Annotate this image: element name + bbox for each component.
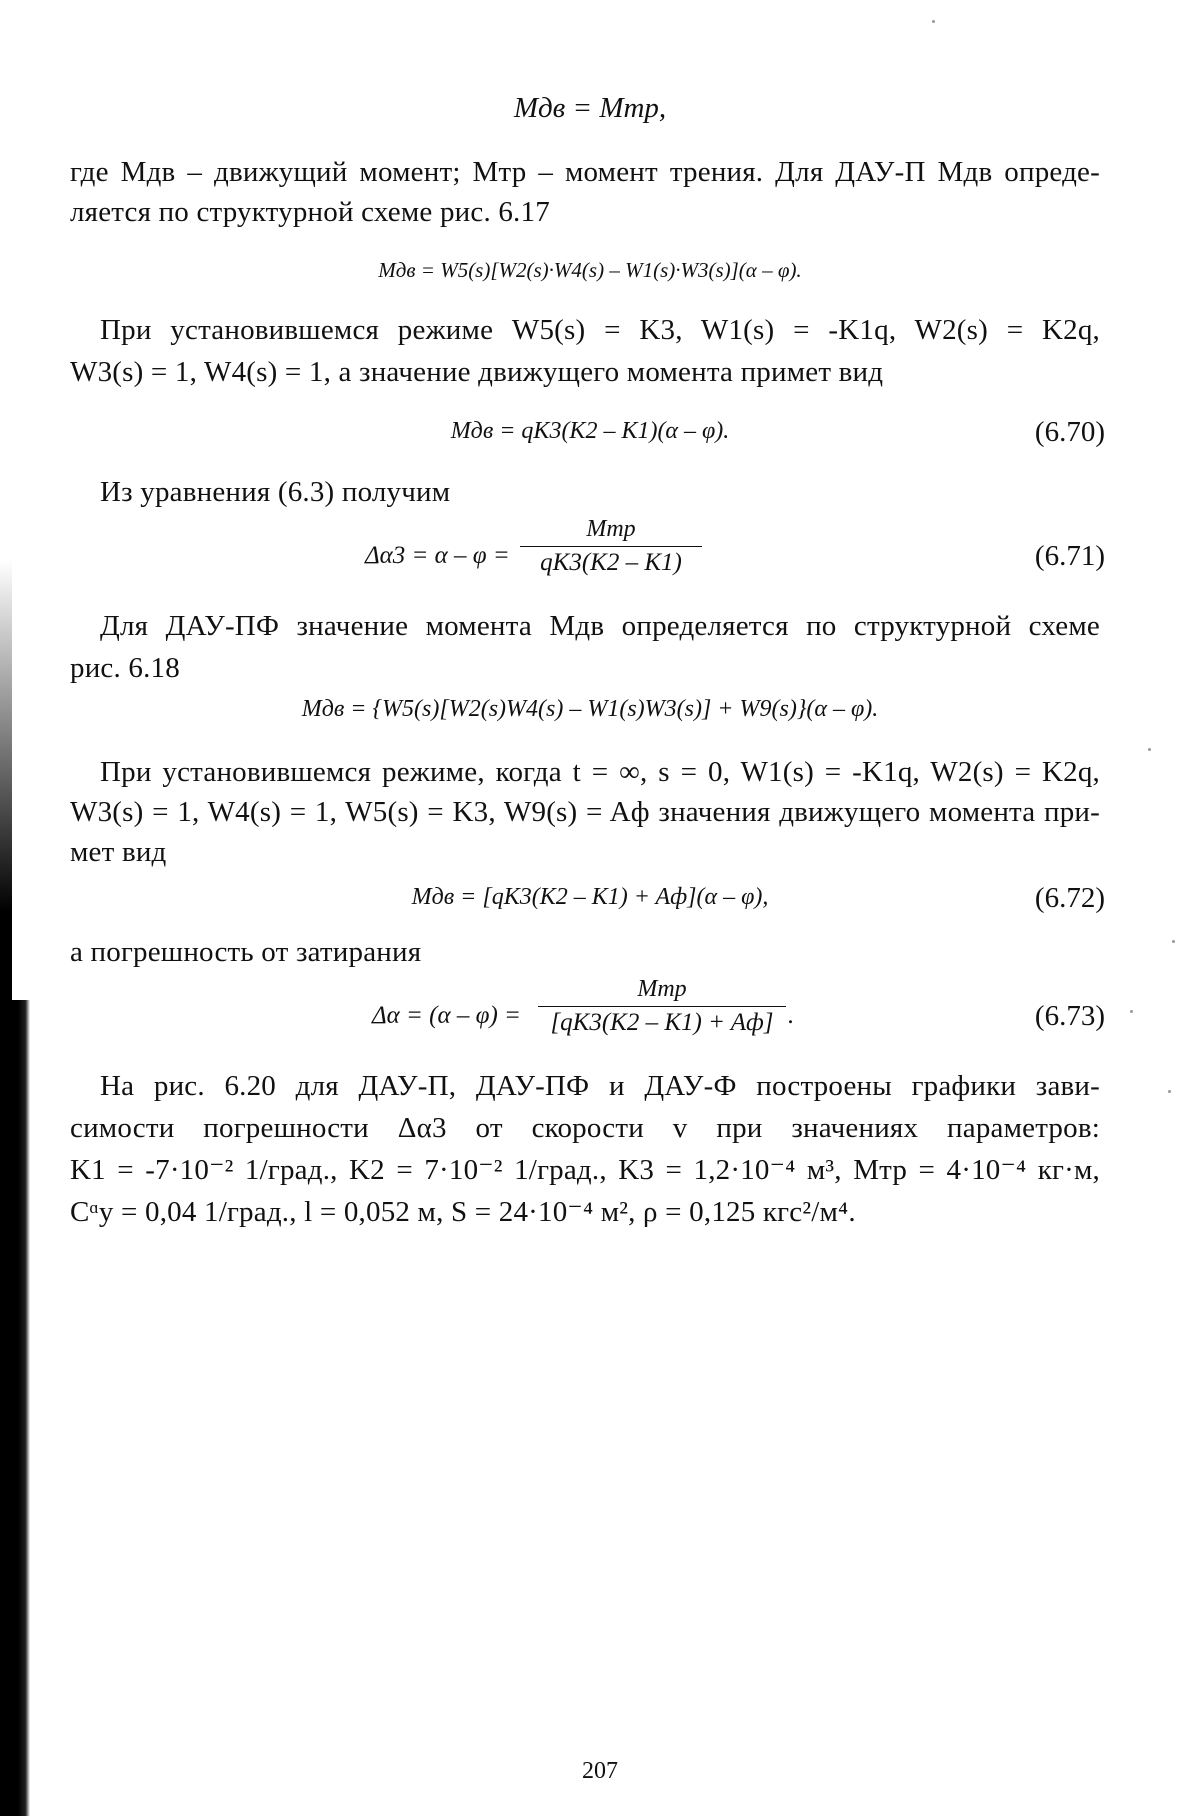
paragraph-5-line-3: мет вид [70,836,167,868]
paragraph-6: а погрешность от затирания [70,936,422,968]
paragraph-5-line-2: W3(s) = 1, W4(s) = 1, W5(s) = K3, W9(s) = Aф значения движущего момента при- [70,796,1100,828]
equation-6-71-lhs: Δα3 = α – φ = [365,542,510,569]
paragraph-1-line-2: ляется по структурной схеме рис. 6.17 [70,196,550,228]
page-number: 207 [582,1758,618,1784]
paragraph-7-line-1: На рис. 6.20 для ДАУ-П, ДАУ-ПФ и ДАУ-Ф построены графики зави- [100,1070,1100,1102]
paragraph-3: Из уравнения (6.3) получим [100,476,451,508]
equation-6-73-lhs: Δα = (α – φ) = [372,1002,521,1029]
equation-6-71-numerator: Mтр [586,516,636,542]
equation-dau-pf-moment: Mдв = {W5(s)[W2(s)W4(s) – W1(s)W3(s)] + W9(s)}(α – φ). [301,696,879,722]
paragraph-7-line-4: Cᵅy = 0,04 1/град., l = 0,052 м, S = 24·10⁻⁴ м², ρ = 0,125 кгс²/м⁴. [70,1196,856,1228]
fraction-bar [538,1006,786,1007]
paragraph-2-line-2: W3(s) = 1, W4(s) = 1, а значение движущего момента примет вид [70,356,884,388]
equation-6-73-period: . [788,1002,795,1029]
equation-6-73-fraction [538,976,786,1037]
equation-moment-balance: Mдв = Mтр, [513,92,667,124]
equation-number-6-73: (6.73) [1034,1000,1105,1032]
equation-number-6-70: (6.70) [1034,416,1105,448]
scan-speck [1168,1090,1171,1093]
equation-6-73-numerator: Mтр [637,976,687,1002]
equation-6-71-denominator: qK3(K2 – K1) [540,549,682,576]
scan-speck [1130,1010,1133,1013]
scan-speck [932,20,935,23]
equation-6-72: Mдв = [qK3(K2 – K1) + Aф](α – φ), [411,884,769,910]
equation-dau-p-moment: Mдв = W5(s)[W2(s)·W4(s) – W1(s)·W3(s)](α – φ). [378,258,802,282]
equation-number-6-71: (6.71) [1034,540,1105,572]
paragraph-4-line-2: рис. 6.18 [70,652,180,684]
paragraph-7-line-3: K1 = -7·10⁻² 1/град., K2 = 7·10⁻² 1/град., K3 = 1,2·10⁻⁴ м³, Mтр = 4·10⁻⁴ кг·м, [70,1154,1100,1186]
equation-number-6-72: (6.72) [1034,882,1105,914]
equation-6-70: Mдв = qK3(K2 – K1)(α – φ). [450,418,730,444]
paragraph-7-line-2: симости погрешности Δα3 от скорости v при значениях параметров: [70,1112,1100,1144]
paragraph-1-line-1: где Mдв – движущий момент; Mтр – момент трения. Для ДАУ-П Mдв опреде- [70,156,1100,188]
paragraph-5-line-1: При установившемся режиме, когда t = ∞, s = 0, W1(s) = -K1q, W2(s) = K2q, [100,756,1100,788]
paragraph-2-line-1: При установившемся режиме W5(s) = K3, W1(s) = -K1q, W2(s) = K2q, [100,314,1100,346]
scan-speck [1148,748,1151,751]
scan-speck [1172,940,1175,943]
fraction-bar [520,546,702,547]
equation-6-73-denominator: [qK3(K2 – K1) + Aф] [550,1009,774,1036]
paragraph-4-line-1: Для ДАУ-ПФ значение момента Mдв определяется по структурной схеме [100,610,1100,642]
equation-6-71-fraction [520,516,702,577]
